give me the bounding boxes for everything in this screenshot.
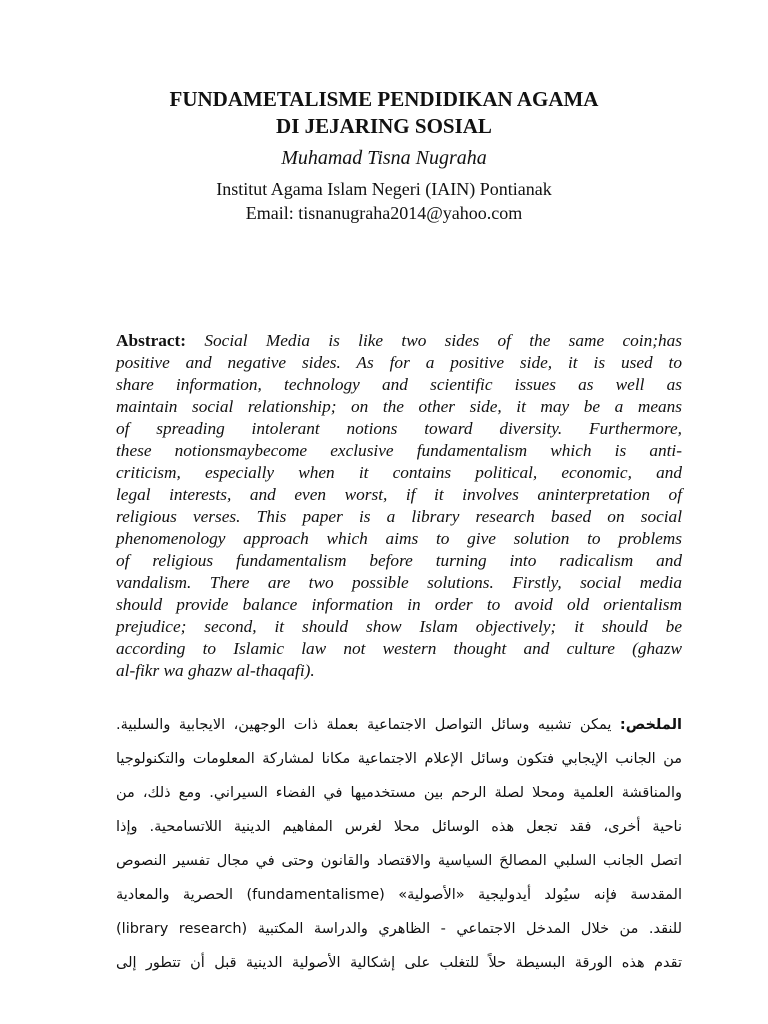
- abstract-arabic: [116, 708, 682, 980]
- abstract-line: according to Islamic law not western thought and culture (ghazw: [116, 639, 682, 658]
- abstract-line: of spreading intolerant notions toward diversity. Furthermore,: [116, 419, 682, 438]
- paper-title: [60, 86, 708, 140]
- abstract-line: positive and negative sides. As for a positive side, it is used to: [116, 353, 682, 372]
- abstract-line: these notionsmaybecome exclusive fundamentalism which is anti-: [116, 441, 682, 460]
- arabic-line: المقدسة فإنه سيُولد أيدوليجية «الأصولية» (fundamentalisme) الحصرية والمعادية: [116, 887, 682, 903]
- arabic-line: ناحية أخرى، فقد تجعل هذه الوسائل محلا لغرس المفاهيم الدينية اللاتسامحية. وإذا: [116, 819, 682, 835]
- abstract-line: vandalism. There are two possible solutions. Firstly, social media: [116, 573, 682, 592]
- arabic-line: والمناقشة العلمية ومحلا لصلة الرحم بين مستخدميها في الفضاء السيراني. ومع ذلك، من: [116, 785, 682, 801]
- abstract-line: legal interests, and even worst, if it involves aninterpretation of: [116, 485, 682, 504]
- abstract-line: criticism, especially when it contains political, economic, and: [116, 463, 682, 482]
- abstract-label: Abstract:: [116, 331, 187, 350]
- abstract-line: [116, 330, 682, 352]
- author-name: Muhamad Tisna Nugraha: [281, 147, 487, 169]
- abstract-line: maintain social relationship; on the other side, it may be a means: [116, 397, 682, 416]
- arabic-line: للنقد. من خلال المدخل الاجتماعي - الظاهري والدراسة المكتبية (library research): [116, 921, 682, 937]
- title-line-1: FUNDAMETALISME PENDIDIKAN AGAMA: [169, 87, 599, 111]
- abstract-text: Social Media is like two sides of the same coin;has: [204, 331, 683, 350]
- abstract-line: prejudice; second, it should show Islam objectively; it should be: [116, 617, 682, 636]
- author-email: Email: tisnanugraha2014@yahoo.com: [245, 203, 523, 223]
- arabic-line: [116, 708, 682, 742]
- arabic-abstract-label: الملخص:: [619, 717, 682, 733]
- abstract-line: of religious fundamentalism before turning into radicalism and: [116, 551, 682, 570]
- abstract-line: should provide balance information in order to avoid old orientalism: [116, 595, 682, 614]
- institution: Institut Agama Islam Negeri (IAIN) Pontianak: [216, 179, 552, 199]
- arabic-text: يمكن تشبيه وسائل التواصل الاجتماعية بعملة ذات الوجهين، الايجابية والسلبية.: [116, 717, 612, 733]
- arabic-line: من الجانب الإيجابي فتكون وسائل الإعلام الاجتماعية مكانا لمشاركة المعلومات والتكنولوجيا: [116, 751, 682, 767]
- abstract-line: share information, technology and scientific issues as well as: [116, 375, 682, 394]
- abstract-english: [116, 330, 682, 682]
- abstract-line: phenomenology approach which aims to give solution to problems: [116, 529, 682, 548]
- abstract-line: al-fikr wa ghazw al-thaqafi).: [116, 661, 315, 680]
- title-line-2: DI JEJARING SOSIAL: [276, 114, 492, 138]
- arabic-line: اتصل الجانب السلبي المصالحَ السياسية والاقتصاد والقانون وحتى في مجال تفسير النصوص: [116, 853, 682, 869]
- arabic-line: تقدم هذه الورقة البسيطة حلاً للتغلب على إشكالية الأصولية الدينية قبل أن تتطور إلى: [116, 955, 682, 971]
- abstract-line: religious verses. This paper is a library research based on social: [116, 507, 682, 526]
- affiliation-block: [60, 177, 708, 225]
